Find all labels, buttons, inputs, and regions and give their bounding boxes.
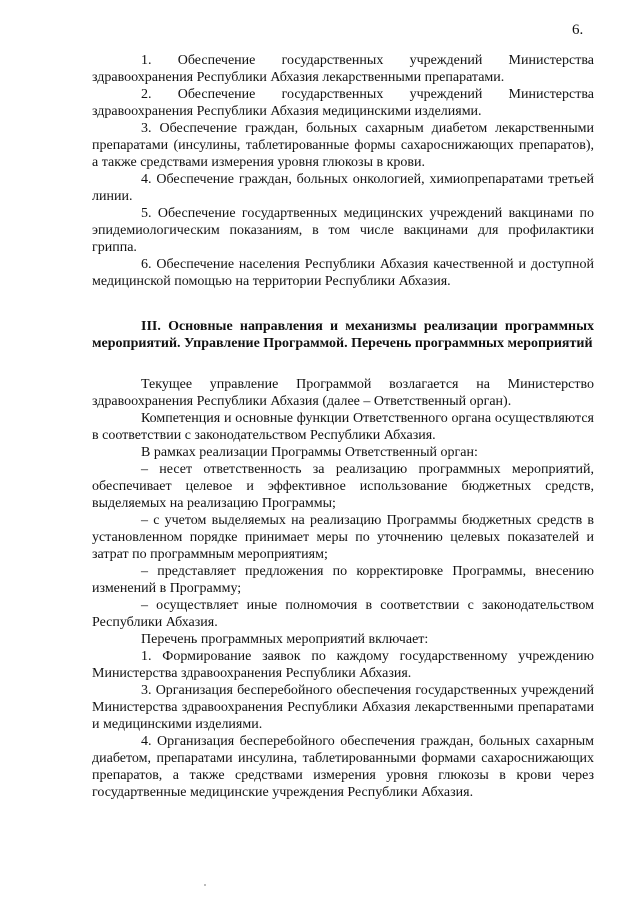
duty-item: – с учетом выделяемых на реализацию Программы бюджетных средств в установленном порядке принимает меры по уточнению целевых показателей и затрат по программным мероприятиям; — [92, 513, 594, 562]
goal-item: 4. Обеспечение граждан, больных онкологией, химиопрепаратами третьей линии. — [92, 172, 594, 204]
goal-item: 1. Обеспечение государственных учреждений Министерства здравоохранения Республики Абхазия лекарственными препаратами. — [92, 53, 594, 85]
document-body — [92, 52, 594, 801]
management-section — [92, 376, 594, 648]
activities-list — [92, 648, 594, 801]
activity-item: 3. Организация бесперебойного обеспечения государственных учреждений Министерства здравоохранения Республики Абхазия лекарственными препаратами и медицинскими изделиями. — [92, 683, 594, 732]
activity-item: 1. Формирование заявок по каждому государственному учреждению Министерства здравоохранения Республики Абхазия. — [92, 649, 594, 681]
paragraph: Компетенция и основные функции Ответственного органа осуществляются в соответствии с законодательством Республики Абхазия. — [92, 411, 594, 443]
duty-item: – осуществляет иные полномочия в соответствии с законодательством Республики Абхазия. — [92, 598, 594, 630]
goals-list — [92, 52, 594, 290]
paragraph: Перечень программных мероприятий включает: — [141, 632, 429, 647]
goal-item: 2. Обеспечение государственных учреждений Министерства здравоохранения Республики Абхазия медицинскими изделиями. — [92, 87, 594, 119]
page-number: 6. — [572, 22, 584, 38]
section-heading: III. Основные направления и механизмы реализации программных мероприятий. Управление Программой. Перечень программных мероприятий — [92, 319, 594, 351]
activity-item: 4. Организация бесперебойного обеспечения граждан, больных сахарным диабетом, препаратами инсулина, таблетированными формами сахароснижающих препаратов, а также средствами измерения уровня глюкозы в крови через государтвенные медицинские учреждения Республики Абхазия. — [92, 734, 594, 800]
goal-item: 3. Обеспечение граждан, больных сахарным диабетом лекарственными препаратами (инсулины, таблетированные формы сахароснижающих препаратов), а также средствами измерения уровня глюкозы в крови. — [92, 121, 594, 170]
duty-item: – несет ответственность за реализацию программных мероприятий, обеспечивает целевое и эффективное использование бюджетных средств, выделяемых на реализацию Программы; — [92, 462, 594, 511]
paragraph: Текущее управление Программой возлагается на Министерство здравоохранения Республики Абхазия (далее – Ответственный орган). — [92, 377, 594, 409]
duty-item: – представляет предложения по корректировке Программы, внесению изменений в Программу; — [92, 564, 594, 596]
goal-item: 5. Обеспечение государтвенных медицинских учреждений вакцинами по эпидемиологическим показаниям, в том числе вакцинами для профилактики гриппа. — [92, 206, 594, 255]
goal-item: 6. Обеспечение населения Республики Абхазия качественной и доступной медицинской помощью на территории Республики Абхазия. — [92, 257, 594, 289]
paragraph: В рамках реализации Программы Ответственный орган: — [141, 445, 478, 460]
scan-artifact — [204, 884, 206, 886]
